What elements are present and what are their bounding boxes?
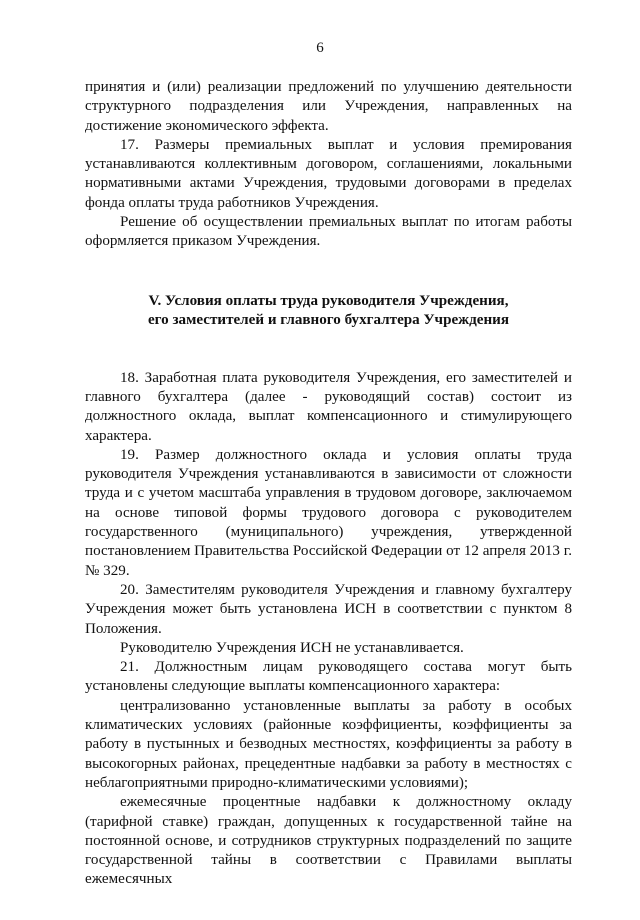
paragraph-centralized-payments: централизованно установленные выплаты за работу в особых климатических условиях (районные коэффициенты, коэффициенты за работу в пустынных и безводных местностях, коэффициенты за работу в высокогорных районах, прецедентные надбавки за работу в местностях с неблагоприятными природно-климатическими условиями); — [85, 697, 572, 791]
paragraph-21: 21. Должностным лицам руководящего состава могут быть установлены следующие выплаты компенсационного характера: — [85, 659, 572, 695]
paragraph-continuation: принятия и (или) реализации предложений по улучшению деятельности структурного подразделения или Учреждения, направленных на достижение экономического эффекта. — [85, 79, 572, 134]
paragraph-19: 19. Размер должностного оклада и условия оплаты труда руководителя Учреждения устанавливаются в зависимости от сложности труда и с учетом масштаба управления в трудовом договоре, заключаемом на основе типовой формы трудового договора с руководителем государственного (муниципального) учреждения, утвержденной постановлением Правительства Российской Федерации от 12 апреля 2013 г. № 329. — [85, 446, 572, 579]
page-number: 6 — [316, 40, 324, 56]
document-body — [85, 78, 572, 890]
paragraph-isn: Руководителю Учреждения ИСН не устанавливается. — [120, 639, 464, 656]
section-heading-line-2: его заместителей и главного бухгалтера Учреждения — [147, 312, 510, 329]
paragraph-bonus-decision: Решение об осуществлении премиальных выплат по итогам работы оформляется приказом Учреждения. — [85, 214, 572, 250]
paragraph-18: 18. Заработная плата руководителя Учреждения, его заместителей и главного бухгалтера (далее - руководящий состав) состоит из должностного оклада, выплат компенсационного и стимулирующего характера. — [85, 369, 572, 444]
paragraph-17: 17. Размеры премиальных выплат и условия премирования устанавливаются коллективным договором, соглашениями, локальными нормативными актами Учреждения, трудовыми договорами в пределах фонда оплаты труда работников Учреждения. — [85, 136, 572, 211]
section-heading — [85, 292, 572, 331]
paragraph-20: 20. Заместителям руководителя Учреждения и главному бухгалтеру Учреждения может быть установлена ИСН в соответствии с пунктом 8 Положения. — [85, 581, 572, 637]
paragraph-monthly-allowances: ежемесячные процентные надбавки к должностному окладу (тарифной ставке) граждан, допущенных к государственной тайне на постоянной основе, и сотрудников структурных подразделений по защите государственной тайны в соответствии с Правилами выплаты ежемесячных — [85, 794, 572, 888]
section-heading-line-1: V. Условия оплаты труда руководителя Учреждения, — [148, 292, 509, 309]
